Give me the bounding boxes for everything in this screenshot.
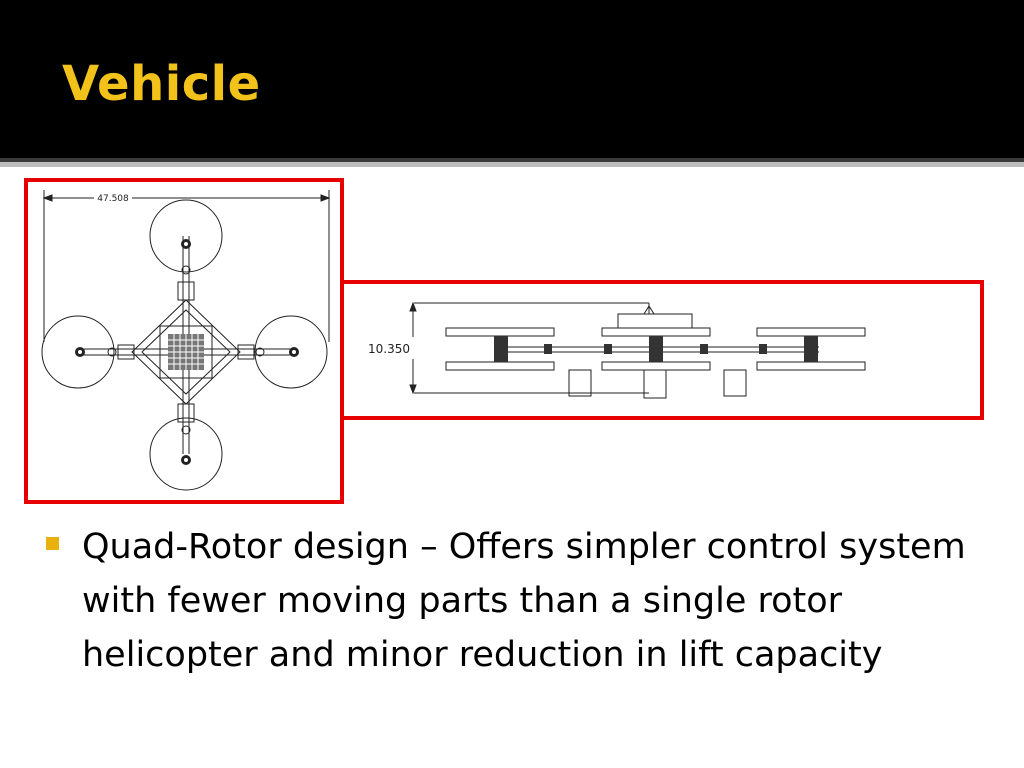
slide-title: Vehicle <box>62 56 261 112</box>
bullet-list <box>46 520 966 682</box>
bullet-item <box>46 520 966 682</box>
top-view-dimension-label: 47.508 <box>97 194 129 204</box>
side-view-drawing-frame <box>340 280 984 420</box>
side-view-dimension-label: 10.350 <box>368 342 410 356</box>
top-view-drawing <box>28 182 340 500</box>
top-view-drawing-frame <box>24 178 344 504</box>
title-bar <box>0 0 1024 158</box>
bullet-marker-icon <box>46 537 59 550</box>
side-view-drawing <box>344 284 980 416</box>
bullet-text: Quad-Rotor design – Offers simpler control system with fewer moving parts than a single rotor helicopter and minor reduction in lift capacity <box>82 527 966 675</box>
